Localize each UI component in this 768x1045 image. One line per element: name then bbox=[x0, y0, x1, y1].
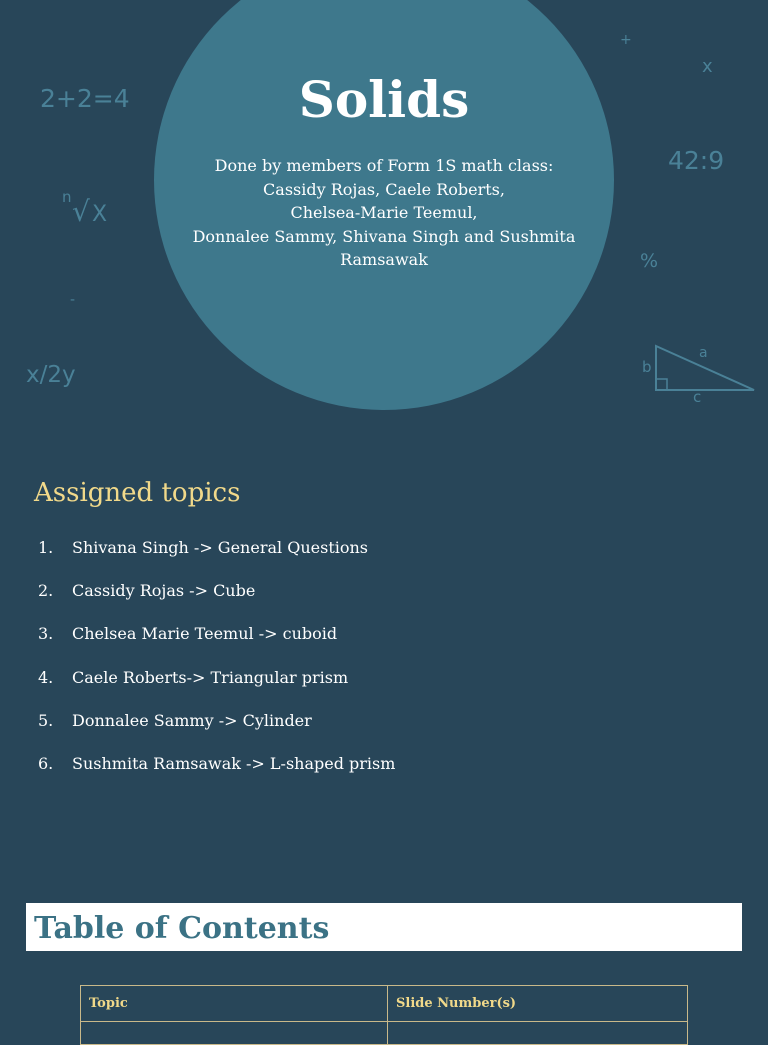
triangle-label-c: c bbox=[693, 388, 702, 406]
list-number: 4. bbox=[38, 667, 54, 687]
list-item bbox=[38, 581, 395, 624]
plus-decoration: + bbox=[620, 32, 632, 48]
title-slide bbox=[0, 0, 768, 440]
authors-line: Chelsea-Marie Teemul, bbox=[290, 203, 478, 222]
column-header-topic: Topic bbox=[81, 986, 388, 1022]
table-row bbox=[81, 1021, 688, 1044]
root-x-decoration: X bbox=[92, 202, 108, 227]
triangle-label-a: a bbox=[699, 345, 708, 361]
slide-title: Solids bbox=[298, 70, 470, 129]
list-item bbox=[38, 711, 395, 754]
minus-decoration: - bbox=[70, 292, 76, 308]
table-cell bbox=[388, 1021, 688, 1044]
list-text: Donnalee Sammy -> Cylinder bbox=[72, 710, 312, 730]
toc-title: Table of Contents bbox=[34, 911, 330, 946]
list-number: 3. bbox=[38, 624, 54, 644]
list-text: Chelsea Marie Teemul -> cuboid bbox=[72, 624, 338, 644]
list-item bbox=[38, 538, 395, 581]
toc-title-bar bbox=[26, 903, 742, 951]
authors-line: Donnalee Sammy, Shivana Singh and Sushmita bbox=[192, 226, 576, 246]
fraction-decoration: x/2y bbox=[26, 362, 76, 388]
list-number: 2. bbox=[38, 581, 54, 601]
list-text: Cassidy Rojas -> Cube bbox=[72, 581, 256, 601]
times-decoration: x bbox=[702, 56, 713, 77]
list-number: 5. bbox=[38, 710, 54, 730]
root-sign-decoration: √ bbox=[72, 195, 90, 228]
authors-line: Done by members of Form 1S math class: bbox=[214, 156, 554, 175]
list-text: Shivana Singh -> General Questions bbox=[72, 538, 369, 557]
ratio-decoration: 42:9 bbox=[668, 146, 725, 175]
list-text: Sushmita Ramsawak -> L-shaped prism bbox=[72, 753, 396, 773]
list-text: Caele Roberts-> Triangular prism bbox=[72, 667, 349, 687]
list-item bbox=[38, 624, 395, 667]
column-header-slide-number: Slide Number(s) bbox=[388, 986, 688, 1022]
authors-line: Cassidy Rojas, Caele Roberts, bbox=[263, 179, 505, 199]
triangle-label-b: b bbox=[642, 358, 652, 376]
table-cell bbox=[81, 1021, 388, 1044]
sum-decoration: 2+2=4 bbox=[40, 84, 130, 113]
toc-table bbox=[80, 985, 688, 1045]
authors-text bbox=[190, 154, 578, 272]
table-header-row bbox=[81, 986, 688, 1022]
list-number: 6. bbox=[38, 753, 54, 773]
authors-line: Ramsawak bbox=[340, 250, 428, 269]
list-item bbox=[38, 754, 395, 797]
topics-heading: Assigned topics bbox=[34, 478, 241, 508]
topics-list bbox=[38, 538, 395, 797]
list-item bbox=[38, 668, 395, 711]
list-number: 1. bbox=[38, 538, 54, 557]
percent-decoration: % bbox=[640, 250, 659, 272]
root-index-decoration: n bbox=[62, 188, 72, 206]
topics-slide bbox=[0, 440, 768, 880]
